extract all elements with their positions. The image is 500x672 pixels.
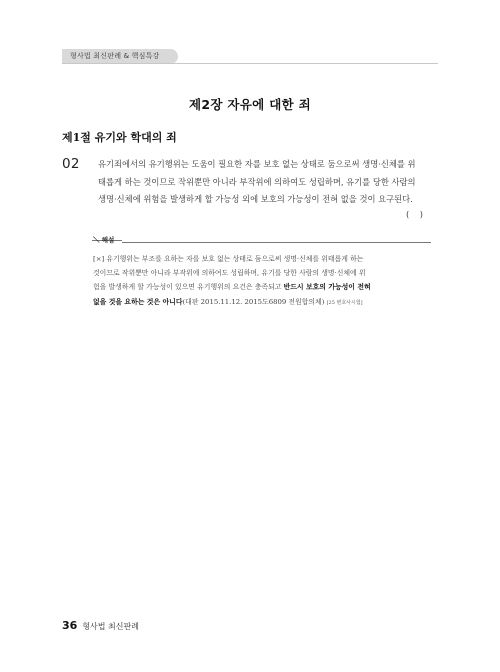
question-line: 태롭게 하는 것이므로 작위뿐만 아니라 부작위에 의하여도 성립하며, 유기를 당한 사람의: [98, 176, 416, 187]
chapter-title: 제2장 자유에 대한 죄: [189, 97, 311, 112]
page-footer: [62, 614, 139, 633]
explanation-line: [×] 유기행위는 부조를 요하는 자를 보호 없는 상태로 둠으로써 생명·신체를 위태롭게 하는: [93, 255, 364, 263]
page-number: 36: [62, 619, 78, 632]
explanation-line: 험을 발생하게 할 가능성이 있으면 유기행위의 요건은 충족되고 반드시 보호의 가능성이 전혀: [93, 283, 371, 292]
header-divider: [62, 63, 438, 64]
explanation-line: 없을 것을 요하는 것은 아니다(대판 2015.11.12. 2015도6809 전원합의체) [25 변호사시험]: [93, 297, 363, 306]
question-number: 02: [62, 156, 80, 172]
question-text: [98, 156, 434, 209]
explanation-emphasis: 없을 것을 요하는 것은 아니다: [93, 297, 183, 306]
running-header-label: 형사법 최신판례 & 핵심특강: [70, 52, 160, 60]
section-title: 제1절 유기와 학대의 죄: [62, 131, 177, 144]
running-header-tab: [62, 49, 178, 64]
explanation-label: ＼ 해설: [93, 236, 115, 244]
exam-source-tag: [25 변호사시험]: [326, 299, 363, 306]
explanation-rule: [122, 242, 431, 243]
book-title: 형사법 최신판례: [82, 622, 139, 631]
explanation-line: 것이므로 작위뿐만 아니라 부작위에 의하여도 성립하며, 유기를 당한 사람의 생명·신체에 위: [93, 269, 366, 278]
question-line: 생명·신체에 위험을 발생하게 할 가능성 외에 보호의 가능성이 전혀 없을 것이 요구된다.: [98, 194, 413, 204]
answer-blank: ( ): [406, 209, 424, 219]
question-line: 유기죄에서의 유기행위는 도움이 필요한 자를 보호 없는 상태로 둠으로써 생명·신체를 위: [98, 159, 416, 169]
explanation-emphasis: 반드시 보호의 가능성이 전혀: [283, 283, 371, 292]
explanation-text: [93, 252, 433, 310]
